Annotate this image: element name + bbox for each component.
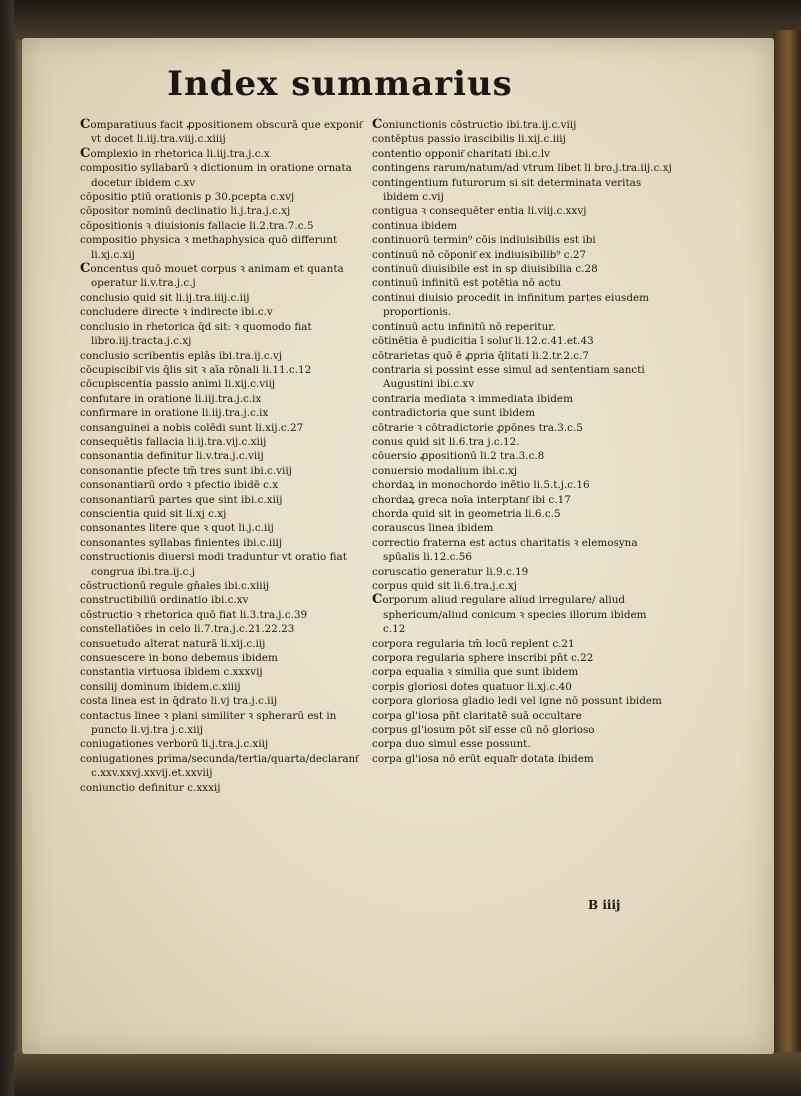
index-entry: continuū infinitū est potētia nō actu [372, 277, 562, 290]
index-entry: conclusio scribentis eplās ibi.tra.ij.c.vj [80, 349, 283, 362]
index-entry: consequētis fallacia li.ij.tra.vij.c.xiij [80, 435, 267, 448]
index-entry: consuetudo alterat naturā li.xij.c.iij [80, 637, 266, 650]
index-entry: corauscus linea ibidem [372, 522, 494, 535]
index-entry: cōcupiscibil͂ vis q̄lis sit ꝛ aīa rōnali li.11.c.12 [80, 363, 312, 376]
index-entry: consonantes litere que ꝛ quot li.j.c.iij [80, 522, 274, 535]
index-entry: corpa gl'iosa pn̄t claritatē suā occultare [372, 709, 582, 722]
index-entry: cōpositio ptiū orationis p 30.pcepta c.xvj [80, 191, 295, 204]
index-column-left [80, 118, 370, 795]
index-entry: consonantiarū ordo ꝛ pfectio ibidē c.x [80, 479, 279, 492]
index-entry: contraria si possint esse simul ad sententiam sancti Augustini ibi.c.xv [372, 363, 645, 391]
index-entry: correctio fraterna est actus charitatis ꝛ elemosyna spūalis li.12.c.56 [372, 536, 638, 564]
index-entry: corpus quid sit li.6.tra.j.c.xj [372, 580, 518, 592]
index-entry: consilij dominum ibidem.c.xiiij [80, 680, 241, 693]
index-entry: constellatiōes in celo li.7.tra.j.c.21.22.23 [80, 623, 295, 636]
index-entry: corpa gl'iosa nō erūt equal͂r dotata ibidem [372, 752, 594, 765]
index-entry: cōpositionis ꝛ diuisionis fallacie li.2.tra.7.c.5 [80, 219, 314, 232]
index-entry: contactus linee ꝛ plani similiter ꝛ spherarū est in puncto li.vj.tra j.c.xiij [80, 709, 337, 737]
index-entry: consonantiarū partes que sint ibi.c.xiij [80, 493, 283, 506]
index-entry: cōtrarietas quō ē ꝓpria q̄litati li.2.tr.2.c.7 [372, 349, 589, 362]
index-entry: Coniunctionis cōstructio ibi.tra.ij.c.viij [372, 117, 577, 132]
index-entry: coruscatio generatur li.9.c.19 [372, 565, 529, 578]
index-entry: cōuersio ꝓpositionū li.2 tra.3.c.8 [372, 450, 545, 463]
index-entry: continuorū termin⁹ cōis indiuisibilis est ibi [372, 234, 596, 247]
index-entry: cōpositor nominū declinatio li.j.tra.j.c.xj [80, 205, 291, 218]
book-edge-top [14, 0, 801, 40]
index-entry: contēptus passio irascibilis li.xij.c.iiij [372, 133, 566, 146]
book-edge-bottom [14, 1052, 801, 1096]
index-entry: corpora regularia tm̄ locū replent c.21 [372, 637, 575, 650]
index-entry: constructibiliū ordinatio ibi.c.xv [80, 594, 249, 607]
book-edge-right [773, 30, 801, 1070]
index-entry: corpis gloriosi dotes quatuor li.xj.c.40 [372, 680, 572, 693]
index-entry: contradictoria que sunt ibidem [372, 407, 536, 420]
index-entry: constructionis diuersi modi traduntur vt oratio fiat congrua ibi.tra.ij.c.j [80, 551, 347, 578]
index-entry: conclusio quid sit li.ij.tra.iiij.c.iij [80, 291, 250, 304]
index-entry: coniunctio definitur c.xxxij [80, 781, 221, 794]
index-entry: continuū nō cōponit͂ ex indiuisibilib⁹ c.27 [372, 248, 587, 261]
index-entry: compositio syllabarū ꝛ dictionum in oratione ornata docetur ibidem c.xv [80, 162, 352, 189]
index-entry: contingentium futurorum si sit determinata veritas ibidem c.vij [372, 176, 642, 204]
index-entry: consonantia definitur li.v.tra.j.c.viij [80, 450, 264, 463]
index-entry: confirmare in oratione li.iij.tra.j.c.ix [80, 407, 269, 420]
index-entry: cōtinētia ē pudicitia ī solut͂ li.12.c.41.et.43 [372, 335, 594, 348]
index-entry: corpa equalia ꝛ similia que sunt ibidem [372, 666, 579, 679]
index-entry: coniugationes verborū li.j.tra.j.c.xiij [80, 738, 269, 751]
index-entry: continuū diuisibile est in sp diuisibilia c.28 [372, 263, 598, 276]
index-entry: confutare in oratione li.iij.tra.j.c.ix [80, 392, 262, 405]
index-entry: cōstructionū regule gn̄ales ibi.c.xiiij [80, 580, 270, 592]
index-entry: constantia virtuosa ibidem c.xxxvij [80, 666, 263, 679]
index-entry: chorda quid sit in geometria li.6.c.5 [372, 507, 561, 520]
index-entry: coniugationes prima/secunda/tertia/quarta/declarant͂ c.xxv.xxvj.xxvij.et.xxviij [80, 752, 359, 780]
index-entry: corpora gloriosa gladio ledi vel igne nō possunt ibidem [372, 695, 662, 708]
index-entry: Comparatiuus facit ꝓpositionem obscurā que exponit͂ vt docet li.iij.tra.viij.c.xiiij [80, 117, 362, 146]
index-entry: cōtrarie ꝛ cōtradictorie ꝓpōnes tra.3.c.5 [372, 421, 583, 434]
index-entry: corpus gl'iosum pōt sil͂ esse cū nō glorioso [372, 724, 595, 737]
index-entry: contingens rarum/natum/ad vtrum libet li bro.j.tra.iij.c.xj [372, 162, 672, 175]
index-entry: concludere directe ꝛ indirecte ibi.c.v [80, 306, 273, 319]
index-entry: continua ibidem [372, 219, 458, 232]
index-entry: conus quid sit li.6.tra j.c.12. [372, 435, 520, 448]
index-entry: contigua ꝛ consequēter entia li.viij.c.xxvj [372, 205, 587, 218]
index-entry: costa linea est in q̄drato li.vj tra.j.c.iij [80, 695, 278, 708]
index-entry: conscientia quid sit li.xj c.xj [80, 507, 227, 520]
index-entry: Complexio in rhetorica li.iij.tra.j.c.x [80, 145, 270, 161]
index-entry: consonantie pfecte tm̄ tres sunt ibi.c.viij [80, 464, 292, 477]
index-entry: corpa duo simul esse possunt. [372, 738, 531, 751]
index-entry: conuersio modalium ibi.c.xj [372, 464, 518, 477]
index-entry: conclusio in rhetorica q̄d sit: ꝛ quomodo fiat libro.iij.tracta.j.c.xj [80, 320, 312, 348]
index-entry: continuū actu infinitū nō reperitur. [372, 320, 556, 333]
index-entry: continui diuisio procedit in infinitum partes eiusdem proportionis. [372, 291, 650, 319]
index-entry: chordaꝝ in monochordo inētio li.5.t.j.c.16 [372, 479, 590, 492]
index-entry: cōcupiscentia passio animi li.xij.c.viij [80, 378, 276, 391]
signature-mark: B iiij [588, 898, 621, 912]
index-entry: Corporum aliud regulare aliud irregulare/ aliud sphericum/aliud conicum ꝛ species illorum ibidem c.12 [372, 592, 647, 636]
index-entry: consanguinei a nobis colēdi sunt li.xij.c.27 [80, 421, 304, 434]
index-entry: consonantes syllabas finientes ibi.c.iiij [80, 536, 283, 549]
index-entry: chordaꝝ greca noīa interptant͂ ibi c.17 [372, 493, 571, 506]
index-entry: consuescere in bono debemus ibidem [80, 652, 278, 665]
page-title: Index summarius [167, 64, 513, 104]
index-entry: contraria mediata ꝛ immediata ibidem [372, 392, 573, 405]
index-column-right [372, 118, 672, 766]
index-entry: cōstructio ꝛ rhetorica quō fiat li.3.tra.j.c.39 [80, 608, 308, 621]
index-entry: Concentus quō mouet corpus ꝛ animam et quanta operatur li.v.tra.j.c.j [80, 261, 344, 290]
index-entry: compositio physica ꝛ methaphysica quō differunt li.xj.c.xij [80, 234, 338, 261]
index-entry: corpora regularia sphere inscribi pn̄t c.22 [372, 652, 594, 665]
index-entry: contentio opponit͂ charitati ibi.c.lv [372, 147, 550, 160]
